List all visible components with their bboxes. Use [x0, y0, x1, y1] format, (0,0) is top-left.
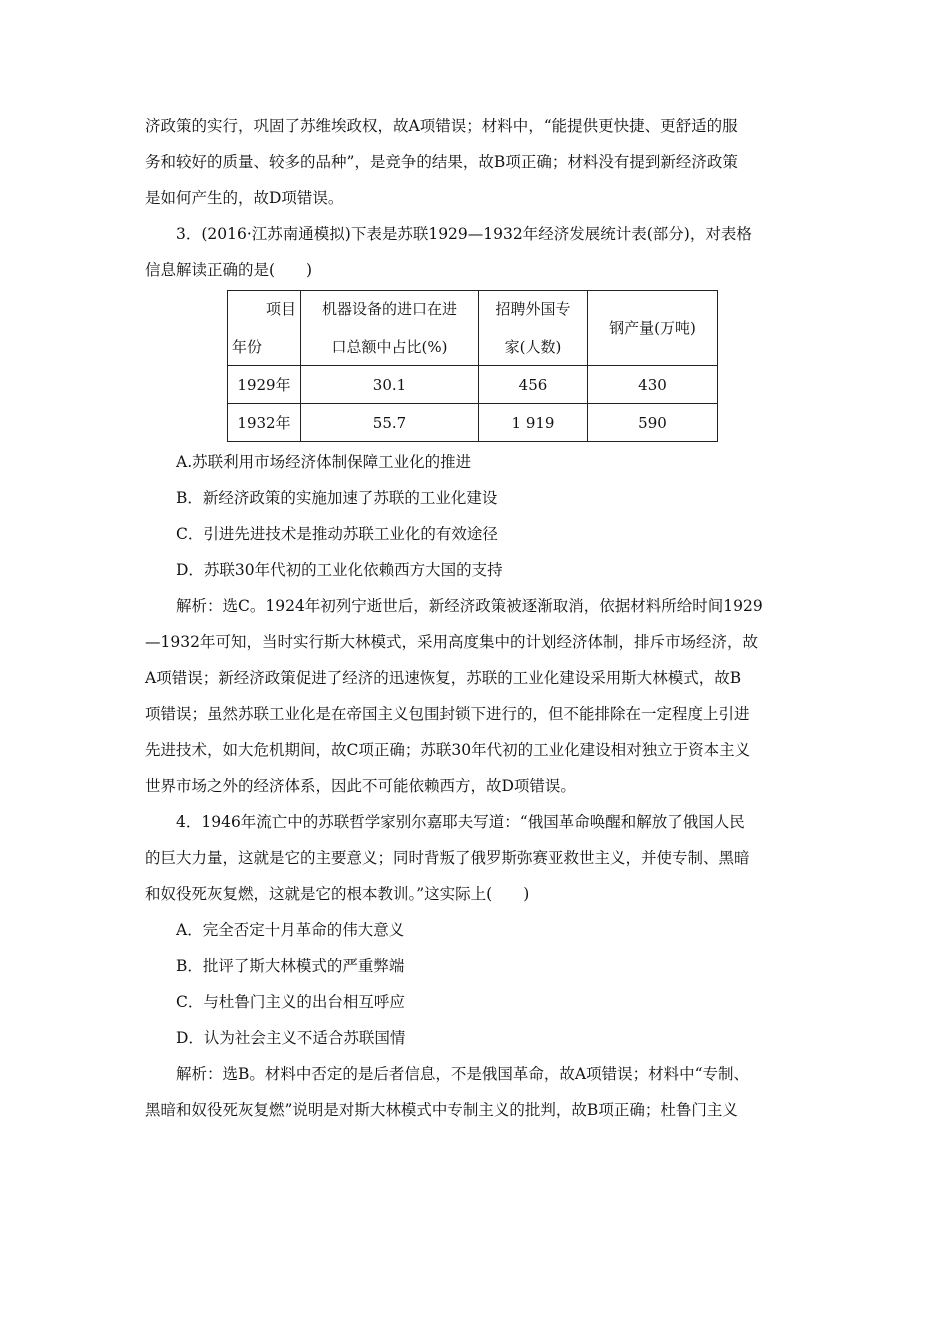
- header-text: 家(人数): [504, 338, 562, 356]
- table-header-row: [228, 291, 718, 366]
- question-4-analysis: 解析：选B。材料中否定的是后者信息，不是俄国革命，故A项错误；材料中“专制、: [176, 1065, 750, 1083]
- table-cell-steel: 590: [588, 404, 718, 442]
- document-page: [145, 108, 813, 1128]
- table-header-experts: [479, 291, 588, 366]
- table-cell-experts: 1 919: [479, 404, 588, 442]
- question-3-option-c: C．引进先进技术是推动苏联工业化的有效途径: [176, 525, 498, 543]
- table-header-import-share: [301, 291, 479, 366]
- question-3-option-b: B．新经济政策的实施加速了苏联的工业化建设: [176, 489, 498, 507]
- paragraph-line: 务和较好的质量、较多的品种”，是竞争的结果，故B项正确；材料没有提到新经济政策: [145, 153, 738, 171]
- table-corner-cell: [228, 291, 301, 366]
- paragraph-line: 和奴役死灰复燃，这就是它的根本教训。”这实际上( ): [145, 885, 530, 903]
- question-3-option-a: A.苏联利用市场经济体制保障工业化的推进: [176, 453, 472, 471]
- header-text: 招聘外国专: [495, 300, 571, 318]
- header-text: 机器设备的进口在进: [321, 300, 457, 318]
- question-3-option-d: D．苏联30年代初的工业化依赖西方大国的支持: [176, 561, 503, 579]
- paragraph-line: A项错误；新经济政策促进了经济的迅速恢复，苏联的工业化建设采用斯大林模式，故B: [145, 669, 742, 687]
- question-4-option-a: A．完全否定十月革命的伟大意义: [176, 921, 405, 939]
- paragraph-line: 济政策的实行，巩固了苏维埃政权，故A项错误；材料中，“能提供更快捷、更舒适的服: [145, 117, 738, 135]
- table-row: [228, 366, 718, 404]
- table-cell-year: 1932年: [228, 404, 301, 442]
- table-cell-steel: 430: [588, 366, 718, 404]
- table-header-steel: 钢产量(万吨): [588, 291, 718, 366]
- table-row: [228, 404, 718, 442]
- paragraph-line: 的巨大力量，这就是它的主要意义；同时背叛了俄罗斯弥赛亚救世主义，并使专制、黑暗: [145, 849, 750, 867]
- question-3-stem-cont: 信息解读正确的是( ): [145, 261, 313, 279]
- question-4-option-b: B．批评了斯大林模式的严重弊端: [176, 957, 405, 975]
- paragraph-line: 黑暗和奴役死灰复燃”说明是对斯大林模式中专制主义的批判，故B项正确；杜鲁门主义: [145, 1101, 738, 1119]
- question-4-option-c: C．与杜鲁门主义的出台相互呼应: [176, 993, 405, 1011]
- table-cell-import-share: 30.1: [301, 366, 479, 404]
- table-cell-year: 1929年: [228, 366, 301, 404]
- table-cell-import-share: 55.7: [301, 404, 479, 442]
- paragraph-line: 世界市场之外的经济体系，因此不可能依赖西方，故D项错误。: [145, 777, 576, 795]
- paragraph-line: 项错误；虽然苏联工业化是在帝国主义包围封锁下进行的，但不能排除在一定程度上引进: [145, 705, 750, 723]
- table-cell-experts: 456: [479, 366, 588, 404]
- paragraph-line: 先进技术，如大危机期间，故C项正确；苏联30年代初的工业化建设相对独立于资本主义: [145, 741, 751, 759]
- question-3-stem: 3．(2016·江苏南通模拟)下表是苏联1929—1932年经济发展统计表(部分)，对表格: [176, 225, 752, 243]
- header-text: 口总额中占比(%): [331, 338, 448, 356]
- question-3-analysis: 解析：选C。1924年初列宁逝世后，新经济政策被逐渐取消，依据材料所给时间1929: [176, 597, 763, 615]
- paragraph-line: —1932年可知，当时实行斯大林模式，采用高度集中的计划经济体制，排斥市场经济，故: [145, 633, 758, 651]
- corner-label-year: 年份: [232, 338, 263, 356]
- corner-label-item: 项目: [265, 300, 296, 318]
- question-4-option-d: D．认为社会主义不适合苏联国情: [176, 1029, 406, 1047]
- question-4-stem: 4．1946年流亡中的苏联哲学家别尔嘉耶夫写道：“俄国革命唤醒和解放了俄国人民: [176, 813, 745, 831]
- paragraph-line: 是如何产生的，故D项错误。: [145, 189, 344, 207]
- statistics-table: [227, 290, 718, 442]
